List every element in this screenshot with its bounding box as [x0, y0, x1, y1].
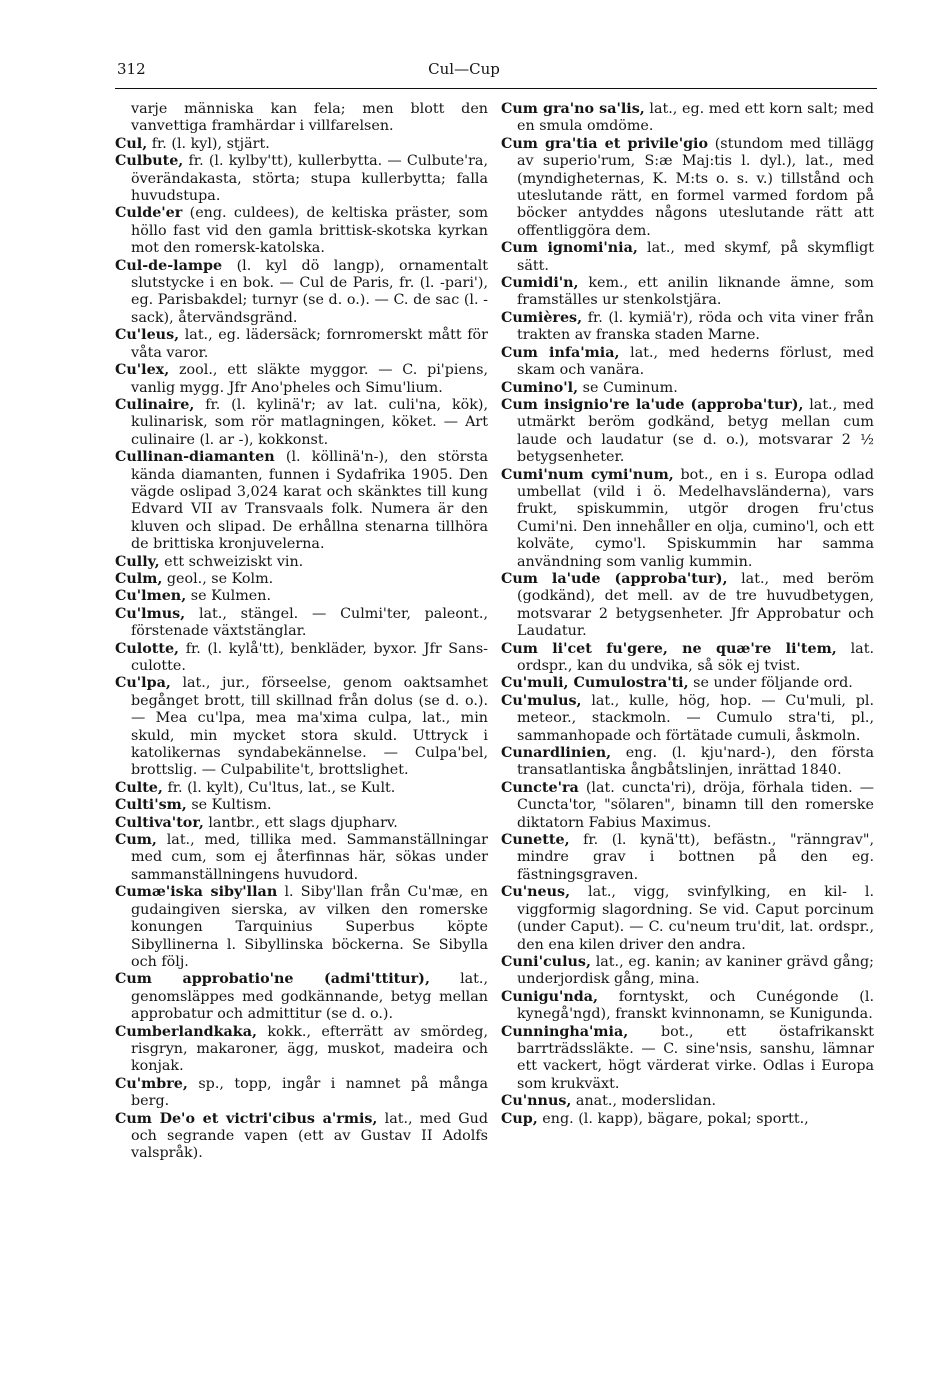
entry-definition: anat., moderslidan.: [575, 1093, 717, 1110]
dictionary-entry: [115, 205, 488, 257]
dictionary-entry: [115, 136, 488, 153]
dictionary-entry: [115, 101, 488, 136]
entry-definition: geol., se Kolm.: [166, 570, 274, 587]
entry-headword: Cuni'culus,: [501, 953, 591, 970]
entry-definition: fr. (l. kylå'tt), benkläder, byxor. Jfr Sans-culotte.: [131, 640, 489, 674]
dictionary-entry: [115, 571, 488, 588]
entry-headword: Cum ignomi'nia,: [501, 240, 638, 257]
entry-definition: (lat. cuncta'ri), dröja, förhala tiden. — Cuncta'tor, "sölaren", binamn till den romerske diktatorn Fabius Maximus.: [517, 779, 875, 831]
entry-headword: Cully,: [115, 553, 160, 570]
dictionary-entry: [115, 884, 488, 971]
entry-headword: Cum De'o et victri'cibus a'rmis,: [115, 1110, 378, 1127]
dictionary-entry: [501, 675, 874, 692]
entry-headword: Cu'lmus,: [115, 605, 186, 622]
dictionary-entry: [115, 832, 488, 884]
entry-definition: (l. kyl dö langp), ornamentalt slutstycke i en bok. — Cul de Paris, fr. (l. -pari'), eg. Parisbakdel; turnyr (se d. o.). — C. de sac (l. - sack), återvändsgränd.: [131, 257, 488, 326]
dictionary-entry: [501, 693, 874, 745]
dictionary-entry: [115, 362, 488, 397]
entry-headword: Cul-de-lampe: [115, 257, 223, 274]
dictionary-entry: [115, 153, 488, 205]
entry-definition: l. Siby'llan från Cu'mæ, en gudaingiven sierska, av vilken den romerske konungen Tarquinius Superbus köpte Sibyllinerna l. Sibyllinska böckerna. Se Sibylla och följ.: [131, 884, 489, 970]
entry-definition: lat., eg. kanin; av kaniner grävd gång; underjordisk gång, mina.: [517, 953, 874, 988]
entry-definition: lat., stängel. — Culmi'ter, paleont., förstenade växtstänglar.: [131, 605, 489, 640]
entry-headword: Culinaire,: [115, 396, 195, 413]
right-column: [501, 101, 874, 1128]
entry-headword: Cunigu'nda,: [501, 988, 598, 1005]
dictionary-entry: [501, 345, 874, 380]
entry-headword: Cumières,: [501, 309, 583, 326]
entry-headword: Culti'sm,: [115, 797, 187, 814]
entry-definition: lat., eg. lädersäck; fornromerskt mått för våta varor.: [131, 327, 488, 361]
dictionary-entry: [115, 449, 488, 553]
dictionary-entry: [501, 832, 874, 884]
entry-definition: varje människa kan fela; men blott den vanvettiga framhärdar i villfarelsen.: [131, 101, 488, 135]
entry-definition: forntyskt, och Cunégonde (l. kynegå'ngd), franskt kvinnonamn, se Kunigunda.: [517, 988, 874, 1023]
dictionary-entry: [501, 380, 874, 397]
entry-definition: zool., ett släkte myggor. — C. pi'piens, vanlig mygg. Jfr Ano'pheles och Simu'lium.: [131, 362, 489, 396]
entry-definition: lat., jur., förseelse, genom oaktsamhet begånget brott, till skillnad från dolus (se d. o.). — Mea cu'lpa, mea ma'xima culpa, lat., min skuld, min mycket stora skuld. Uttryck i katolikernas syndabekännelse. — Culpa'bel, brottslig. — Culpabilite't, brottslighet.: [131, 675, 489, 779]
dictionary-entry: [115, 554, 488, 571]
entry-definition: lat., med beröm (godkänd), det mell. av de tre huvudbetygen, motsvarar 2 betygsenheter. Jfr Approbatur och Laudatur.: [517, 570, 874, 640]
entry-headword: Cumino'l,: [501, 379, 579, 396]
entry-headword: Culte,: [115, 779, 163, 796]
dictionary-entry: [115, 675, 488, 779]
dictionary-entry: [115, 780, 488, 797]
entry-headword: Cu'lmen,: [115, 588, 187, 605]
entry-headword: Cup,: [501, 1110, 538, 1127]
entry-definition: eng. (l. kapp), bägare, pokal; sportt.,: [542, 1110, 809, 1127]
entry-headword: Cu'muli, Cumulostra'ti,: [501, 675, 689, 692]
dictionary-entry: [501, 275, 874, 310]
entry-headword: Cu'mbre,: [115, 1075, 188, 1092]
entry-definition: kem., ett anilin liknande ämne, som framställes ur stenkolstjära.: [517, 275, 874, 309]
dictionary-entry: [115, 606, 488, 641]
dictionary-entry: [115, 588, 488, 605]
dictionary-entry: [115, 327, 488, 362]
dictionary-entry: [501, 641, 874, 676]
entry-headword: Cum li'cet fu'gere, ne quæ're li'tem,: [501, 640, 837, 657]
entry-headword: Cumberlandkaka,: [115, 1023, 257, 1040]
entry-definition: fr. (l. kylt), Cu'ltus, lat., se Kult.: [167, 779, 396, 796]
entry-definition: fr. (l. kylby'tt), kullerbytta. — Culbute'ra, överändakasta, störta; stupa kullerbytta; falla huvudstupa.: [131, 153, 489, 205]
entry-headword: Cum,: [115, 832, 157, 849]
dictionary-entry: [115, 815, 488, 832]
dictionary-entry: [501, 780, 874, 832]
entry-definition: ett schweiziskt vin.: [164, 553, 304, 570]
dictionary-entry: [501, 310, 874, 345]
entry-headword: Cultiva'tor,: [115, 814, 204, 831]
entry-definition: bot., ett östafrikanskt barrträdssläkte. — C. sine'nsis, sanshu, lämnar ett vackert, högt värderat virke. Odlas i Europa som krukväxt.: [517, 1023, 875, 1092]
entry-definition: se Kultism.: [191, 797, 272, 814]
dictionary-entry: [501, 1111, 874, 1128]
entry-headword: Cuncte'ra: [501, 779, 579, 796]
entry-headword: Cunette,: [501, 832, 570, 849]
entry-headword: Culde'er: [115, 205, 183, 222]
entry-definition: lat. ordspr., kan du undvika, så sök ej tvist.: [517, 640, 874, 674]
entry-definition: eng. (l. kju'nard-), den första transatlantiska ångbåtslinjen, inrättad 1840.: [517, 745, 875, 779]
entry-headword: Cumæ'iska siby'llan: [115, 884, 278, 901]
entry-definition: sp., topp, ingår i namnet på många berg.: [131, 1075, 488, 1110]
header-rule: [115, 88, 877, 89]
left-column: [115, 101, 488, 1163]
entry-definition: (l. köllinä'n-), den största kända diamanten, funnen i Sydafrika 1905. Den vägde oslipad 3,024 karat och skänktes till kung Edvard VII av Transvaals folk. Numera är den kluven och slipad. De erhållna stenarna tillhöra de brittiska kronjuvelerna.: [131, 449, 489, 553]
dictionary-entry: [501, 240, 874, 275]
entry-definition: fr. (l. kylinä'r; av lat. culi'na, kök), kulinarisk, som rör matlagningen, köket. — Art culinaire (l. ar -), kokkonst.: [131, 396, 489, 448]
entry-headword: Cum gra'no sa'lis,: [501, 101, 645, 117]
entry-headword: Culotte,: [115, 640, 180, 657]
entry-headword: Cul,: [115, 135, 148, 152]
entry-definition: lat., genomsläppes med godkännande, betyg mellan approbatur och admittitur (se d. o.).: [131, 971, 488, 1023]
entry-headword: Cu'lex,: [115, 362, 170, 379]
dictionary-entry: [115, 1111, 488, 1163]
entry-headword: Culbute,: [115, 153, 184, 170]
entry-definition: lat., kulle, hög, hop. — Cu'muli, pl. meteor., stackmoln. — Cumulo stra'ti, pl., sammanhopade och förtätade cumuli, åskmoln.: [517, 692, 875, 744]
entry-headword: Cullinan-diamanten: [115, 449, 275, 466]
entry-headword: Cumidi'n,: [501, 275, 579, 292]
dictionary-entry: [115, 258, 488, 328]
entry-headword: Cunardlinien,: [501, 745, 612, 762]
dictionary-entry: [501, 397, 874, 467]
dictionary-entry: [501, 989, 874, 1024]
entry-definition: (stundom med tillägg av superio'rum, S:æ Maj:tis l. dyl.), lat., med (myndigheternas, K. M:ts o. s. v.) tillstånd och uteslutande rätt, en formel varmed fordom på böcker antyddes någons uteslutande rätt att offentliggöra dem.: [517, 135, 874, 239]
dictionary-entry: [115, 1024, 488, 1076]
entry-definition: fr. (l. kymiä'r), röda och vita viner från trakten av franska staden Marne.: [517, 309, 874, 344]
entry-definition: lantbr., ett slags djupharv.: [208, 814, 398, 831]
dictionary-entry: [501, 136, 874, 240]
entry-headword: Cu'nnus,: [501, 1093, 572, 1110]
page-number: 312: [117, 60, 146, 78]
entry-definition: lat., med Gud och segrande vapen (ett av Gustav II Adolfs valspråk).: [131, 1110, 488, 1162]
entry-definition: lat., med hederns förlust, med skam och vanära.: [517, 344, 875, 379]
entry-headword: Cum la'ude (approba'tur),: [501, 570, 728, 587]
entry-headword: Cumi'num cymi'num,: [501, 466, 674, 483]
dictionary-entry: [501, 467, 874, 571]
dictionary-entry: [115, 641, 488, 676]
entry-definition: lat., vigg, svinfylking, en kil- l. viggformig slagordning. Se vid. Caput porcinum (under Caput). — C. cu'neum tru'dit, lat. ordspr., den ena kilen driver den andra.: [517, 884, 874, 953]
entry-headword: Cum gra'tia et privile'gio: [501, 135, 709, 152]
entry-definition: kokk., efterrätt av smördeg, risgryn, makaroner, ägg, muskot, madeira och konjak.: [131, 1023, 488, 1075]
entry-definition: fr. (l. kynä'tt), befästn., "ränngrav", mindre grav i bottnen på den eg. fästningsgraven.: [517, 832, 874, 883]
dictionary-entry: [501, 745, 874, 780]
dictionary-entry: [115, 797, 488, 814]
entry-definition: lat., med, tillika med. Sammanställningar med cum, som ej återfinnas här, sökas under sammanställningens huvudord.: [131, 832, 489, 883]
entry-headword: Cum insignio're la'ude (approba'tur),: [501, 396, 804, 413]
entry-definition: se under följande ord.: [693, 675, 853, 692]
dictionary-entry: [115, 971, 488, 1023]
dictionary-entry: [501, 571, 874, 641]
entry-headword: Cum approbatio'ne (admi'ttitur),: [115, 971, 430, 988]
entry-definition: (eng. culdees), de keltiska präster, som höllo fast vid den gamla brittisk-skotska kyrkan mot den romersk-katolska.: [131, 205, 489, 257]
entry-headword: Cum infa'mia,: [501, 344, 620, 361]
entry-definition: se Cuminum.: [582, 379, 678, 396]
entry-headword: Cu'leus,: [115, 327, 180, 344]
dictionary-entry: [115, 397, 488, 449]
entry-headword: Cunningha'mia,: [501, 1023, 629, 1040]
entry-definition: se Kulmen.: [190, 588, 271, 605]
running-head: Cul—Cup: [428, 60, 500, 78]
entry-headword: Cu'mulus,: [501, 692, 582, 709]
dictionary-entry: [501, 954, 874, 989]
dictionary-entry: [501, 884, 874, 954]
entry-headword: Cu'neus,: [501, 884, 571, 901]
dictionary-entry: [501, 1024, 874, 1094]
entry-definition: lat., med utmärkt beröm godkänd, betyg mellan cum laude och laudatur (se d. o.), motsvarar 2 ½ betygsenheter.: [517, 396, 875, 466]
entry-definition: fr. (l. kyl), stjärt.: [151, 135, 270, 152]
entry-definition: lat., eg. med ett korn salt; med en smula omdöme.: [517, 101, 874, 135]
dictionary-entry: [501, 1093, 874, 1110]
entry-headword: Culm,: [115, 570, 163, 587]
dictionary-entry: [115, 1076, 488, 1111]
entry-headword: Cu'lpa,: [115, 675, 171, 692]
entry-definition: bot., en i s. Europa odlad umbellat (vild i ö. Medelhavsländerna), vars frukt, spiskummin, utgör drogen fru'ctus Cumi'ni. Den innehåller en olja, cumino'l, och ett kolväte, cymo'l. Spiskummin har samma användning som vanlig kummin.: [517, 466, 874, 570]
dictionary-entry: [501, 101, 874, 136]
entry-definition: lat., med skymf, på skymfligt sätt.: [517, 240, 874, 274]
